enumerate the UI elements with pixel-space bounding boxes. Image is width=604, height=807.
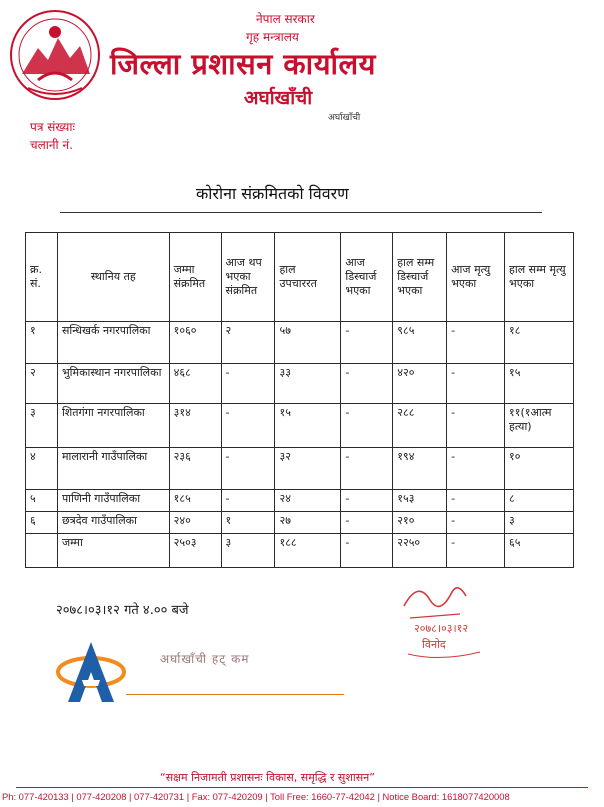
cell-new-today: - bbox=[221, 364, 275, 404]
cell-total-deaths: १० bbox=[505, 448, 574, 490]
cell-total-infected: ३१४ bbox=[169, 404, 221, 448]
signature-stamp bbox=[400, 570, 520, 670]
footer-contact-info: Ph: 077-420133 | 077-420208 | 077-420731 | Fax: 077-420209 | Toll Free: 1660-77-42042 | Notice Board: 1618077420008 bbox=[2, 791, 510, 802]
cell-deaths-today: - bbox=[447, 322, 505, 364]
cell-local-level: सन्धिखर्क नगरपालिका bbox=[57, 322, 169, 364]
cell-active: ३२ bbox=[275, 448, 341, 490]
covid-status-table bbox=[25, 232, 574, 568]
campaign-slogan: अर्घाखाँची हट् कम bbox=[160, 652, 250, 666]
cell-new-today: - bbox=[221, 490, 275, 512]
cell-serial: ६ bbox=[26, 512, 58, 534]
title-underline bbox=[60, 212, 542, 213]
office-name: जिल्ला प्रशासन कार्यालय bbox=[110, 47, 377, 81]
cell-new-today: १ bbox=[221, 512, 275, 534]
table-row bbox=[26, 512, 574, 534]
cell-discharged-today: - bbox=[341, 534, 393, 568]
signature-date: २०७८।०३।१२ bbox=[414, 622, 469, 635]
cell-total-discharged: ४२० bbox=[393, 364, 447, 404]
cell-active: ५७ bbox=[275, 322, 341, 364]
stamp-district-text: अर्घाखाँची bbox=[328, 113, 361, 123]
cell-active: २४ bbox=[275, 490, 341, 512]
cell-total-infected: २५०३ bbox=[169, 534, 221, 568]
header-total-deaths: हाल सम्म मृत्यु भएका bbox=[505, 233, 574, 322]
cell-total-discharged: १५३ bbox=[393, 490, 447, 512]
cell-total-deaths: ३ bbox=[505, 512, 574, 534]
header-total-discharged: हाल सम्म डिस्चार्ज भएका bbox=[393, 233, 447, 322]
district-name: अर्घाखाँची bbox=[244, 87, 313, 109]
cell-new-today: ३ bbox=[221, 534, 275, 568]
table-row bbox=[26, 364, 574, 404]
cell-discharged-today: - bbox=[341, 322, 393, 364]
header-active: हाल उपचाररत bbox=[275, 233, 341, 322]
cell-serial: १ bbox=[26, 322, 58, 364]
cell-total-discharged: २२५० bbox=[393, 534, 447, 568]
cell-total-infected: २३६ bbox=[169, 448, 221, 490]
government-name: नेपाल सरकार bbox=[256, 12, 315, 26]
header-total-infected: जम्मा संक्रमित bbox=[169, 233, 221, 322]
cell-deaths-today: - bbox=[447, 448, 505, 490]
cell-serial: २ bbox=[26, 364, 58, 404]
cell-local-level: मालारानी गाउँपालिका bbox=[57, 448, 169, 490]
header-local-level: स्थानिय तह bbox=[57, 233, 169, 322]
cell-total-discharged: २८८ bbox=[393, 404, 447, 448]
cell-local-level: भुमिकास्थान नगरपालिका bbox=[57, 364, 169, 404]
cell-local-level: पाणिनी गाउँपालिका bbox=[57, 490, 169, 512]
cell-serial: ३ bbox=[26, 404, 58, 448]
cell-local-level: छत्रदेव गाउँपालिका bbox=[57, 512, 169, 534]
cell-active: २७ bbox=[275, 512, 341, 534]
cell-deaths-today: - bbox=[447, 364, 505, 404]
document-title: कोरोना संक्रमितको विवरण bbox=[196, 184, 349, 203]
slogan-underline bbox=[126, 694, 344, 695]
cell-total-deaths: ११(१आत्म हत्या) bbox=[505, 404, 574, 448]
signature-name: विनोद bbox=[422, 638, 446, 651]
cell-total-infected: १०६० bbox=[169, 322, 221, 364]
cell-discharged-today: - bbox=[341, 490, 393, 512]
table-total-row bbox=[26, 534, 574, 568]
ref-number-label: पत्र संख्याः bbox=[30, 120, 75, 134]
cell-deaths-today: - bbox=[447, 490, 505, 512]
report-date-time: २०७८।०३।१२ गते ४.०० बजे bbox=[56, 603, 189, 618]
table-row bbox=[26, 322, 574, 364]
cell-total-deaths: १८ bbox=[505, 322, 574, 364]
cell-serial: ५ bbox=[26, 490, 58, 512]
table-row bbox=[26, 448, 574, 490]
header-new-today: आज थप भएका संक्रमित bbox=[221, 233, 275, 322]
header-deaths-today: आज मृत्यु भएका bbox=[447, 233, 505, 322]
footer-divider bbox=[16, 787, 588, 788]
cell-deaths-today: - bbox=[447, 534, 505, 568]
cell-active: १५ bbox=[275, 404, 341, 448]
cell-active: ३३ bbox=[275, 364, 341, 404]
header-discharged-today: आज डिस्चार्ज भएका bbox=[341, 233, 393, 322]
cell-new-today: - bbox=[221, 404, 275, 448]
ministry-name: गृह मन्त्रालय bbox=[246, 30, 299, 44]
cell-new-today: २ bbox=[221, 322, 275, 364]
cell-local-level: शितगंगा नगरपालिका bbox=[57, 404, 169, 448]
nepal-government-emblem bbox=[8, 8, 102, 102]
cell-total-deaths: १५ bbox=[505, 364, 574, 404]
cell-serial bbox=[26, 534, 58, 568]
cell-deaths-today: - bbox=[447, 404, 505, 448]
cell-total-label: जम्मा bbox=[57, 534, 169, 568]
cell-total-discharged: १९४ bbox=[393, 448, 447, 490]
table-row bbox=[26, 404, 574, 448]
cell-serial: ४ bbox=[26, 448, 58, 490]
cell-active: १८८ bbox=[275, 534, 341, 568]
cell-total-infected: २४० bbox=[169, 512, 221, 534]
footer-motto: “सक्षम निजामती प्रशासनः विकास, समृद्धि र सुशासन” bbox=[160, 771, 375, 784]
cell-new-today: - bbox=[221, 448, 275, 490]
cell-discharged-today: - bbox=[341, 364, 393, 404]
cell-discharged-today: - bbox=[341, 448, 393, 490]
cell-total-infected: १८५ bbox=[169, 490, 221, 512]
cell-discharged-today: - bbox=[341, 512, 393, 534]
table-header-row bbox=[26, 233, 574, 322]
cell-total-deaths: ६५ bbox=[505, 534, 574, 568]
cell-discharged-today: - bbox=[341, 404, 393, 448]
cell-deaths-today: - bbox=[447, 512, 505, 534]
agency-logo bbox=[56, 636, 126, 706]
table-row bbox=[26, 490, 574, 512]
cell-total-discharged: ९८५ bbox=[393, 322, 447, 364]
cell-total-deaths: ८ bbox=[505, 490, 574, 512]
dispatch-number-label: चलानी नं. bbox=[30, 138, 73, 152]
cell-total-discharged: २१० bbox=[393, 512, 447, 534]
header-serial: क्र. सं. bbox=[26, 233, 58, 322]
cell-total-infected: ४६८ bbox=[169, 364, 221, 404]
